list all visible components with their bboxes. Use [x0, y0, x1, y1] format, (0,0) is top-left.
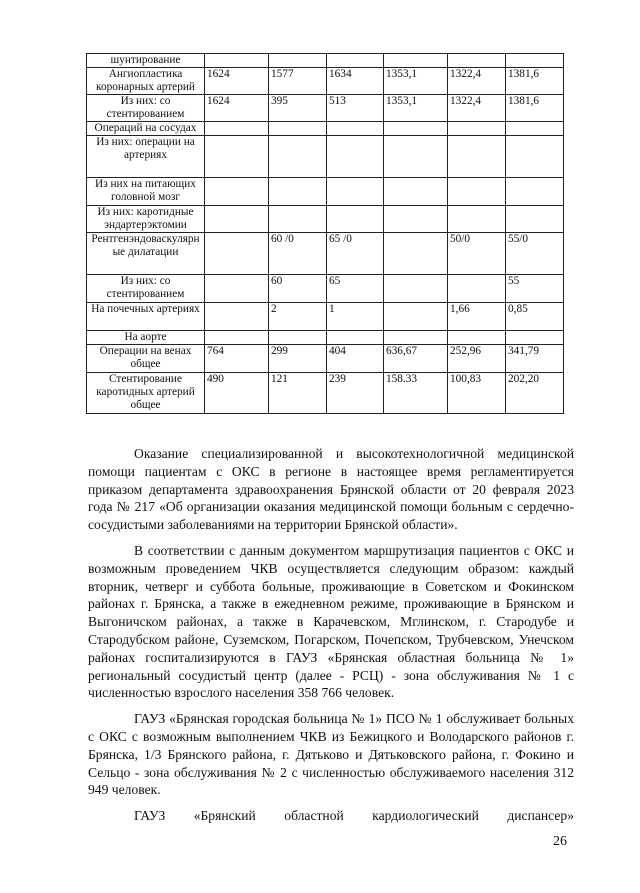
table-cell: 1322,4 [448, 68, 506, 95]
table-row [87, 178, 564, 206]
table-cell: 341,79 [506, 345, 564, 373]
statistics-table [86, 53, 564, 414]
row-label: Из них на питающих головной мозг [87, 178, 205, 206]
table-cell: 239 [327, 373, 384, 414]
table-cell: 1381,6 [506, 68, 564, 95]
table-cell [327, 178, 384, 206]
table-cell: 1624 [205, 95, 269, 122]
table-cell: 121 [269, 373, 327, 414]
table-row [87, 303, 564, 331]
table-row [87, 345, 564, 373]
table-cell: 636,67 [384, 345, 448, 373]
table-cell [506, 122, 564, 136]
table-cell [506, 178, 564, 206]
table-row [87, 373, 564, 414]
table-cell: 65 /0 [327, 233, 384, 275]
row-label: Стентирование каротидных артерий общее [87, 373, 205, 414]
row-label: Операций на сосудах [87, 122, 205, 136]
table-cell [384, 206, 448, 233]
table-cell [205, 275, 269, 303]
table-cell [384, 303, 448, 331]
table-cell [448, 178, 506, 206]
table-cell [327, 331, 384, 345]
table-row [87, 275, 564, 303]
table-cell [506, 136, 564, 178]
row-label: Рентгенэндоваскулярные дилатации [87, 233, 205, 275]
table-cell [384, 136, 448, 178]
table-cell: 60 [269, 275, 327, 303]
row-label: На почечных артериях [87, 303, 205, 331]
table-cell [506, 331, 564, 345]
table-cell: 60 /0 [269, 233, 327, 275]
table-cell [448, 331, 506, 345]
table-cell: 0,85 [506, 303, 564, 331]
table-row [87, 233, 564, 275]
table-cell [384, 54, 448, 68]
table-cell [205, 178, 269, 206]
table-cell [269, 136, 327, 178]
table-row [87, 206, 564, 233]
paragraph: ГАУЗ «Брянская городская больница № 1» ПСО № 1 обслуживает больных с ОКС с возможным выполнением ЧКВ из Бежицкого и Володарского районов г. Брянска, 1/3 Брянского района, г. Дятьково и Дятьковского района, г. Фокино и Сельцо - зона обслуживания № 2 с численностью обслуживаемого населения 312 949 человек. [88, 711, 574, 798]
table-cell: 513 [327, 95, 384, 122]
table-cell [327, 122, 384, 136]
table-cell [448, 122, 506, 136]
table-cell: 55 [506, 275, 564, 303]
table-cell [205, 303, 269, 331]
table-row [87, 68, 564, 95]
table-cell [327, 54, 384, 68]
table-cell: 1322,4 [448, 95, 506, 122]
row-label: Ангиопластика коронарных артерий [87, 68, 205, 95]
table-cell [384, 233, 448, 275]
table-cell [327, 206, 384, 233]
table-cell [327, 136, 384, 178]
table-cell [205, 206, 269, 233]
table-cell [448, 136, 506, 178]
table-cell: 395 [269, 95, 327, 122]
paragraph: В соответствии с данным документом маршрутизация пациентов с ОКС и возможным проведением ЧКВ осуществляется следующим образом: каждый вторник, четверг и суббота больные, проживающие в Советском и Фокинском районах г. Брянска, а также в ежедневном режиме, проживающие в Брянском и Выгоничском районах, а также в Карачевском, Мглинском, г. Стародубе и Стародубском районе, Суземском, Погарском, Почепском, Трубчевском, Унечском районах госпитализируются в ГАУЗ «Брянская областная больница № 1» региональный сосудистый центр (далее - РСЦ) - зона обслуживания № 1 с численностью взрослого населения 358 766 человек. [88, 542, 574, 701]
body-text [88, 445, 574, 825]
table-cell [448, 54, 506, 68]
table-cell: 158.33 [384, 373, 448, 414]
table-cell: 55/0 [506, 233, 564, 275]
table-row [87, 331, 564, 345]
table-cell: 2 [269, 303, 327, 331]
row-label: На аорте [87, 331, 205, 345]
page-number: 26 [553, 834, 567, 849]
table-row [87, 136, 564, 178]
table-cell: 100,83 [448, 373, 506, 414]
paragraph: ГАУЗ «Брянский областной кардиологический диспансер» [134, 808, 574, 824]
table-cell [384, 122, 448, 136]
row-label: Операции на венах общее [87, 345, 205, 373]
row-label: Из них: со стентированием [87, 275, 205, 303]
table-row [87, 95, 564, 122]
table-cell [506, 54, 564, 68]
table-cell [205, 233, 269, 275]
table-cell [448, 206, 506, 233]
table-cell: 1634 [327, 68, 384, 95]
table-cell [384, 275, 448, 303]
table-cell [269, 206, 327, 233]
row-label: шунтирование [87, 54, 205, 68]
table-cell: 1577 [269, 68, 327, 95]
paragraph: Оказание специализированной и высокотехнологичной медицинской помощи пациентам с ОКС в регионе в настоящее время регламентируется приказом департамента здравоохранения Брянской области от 20 февраля 2023 года № 217 «Об организации оказания медицинской помощи больным с сердечно-сосудистыми заболеваниями на территории Брянской области». [88, 446, 574, 533]
table-cell [384, 178, 448, 206]
table-cell [269, 331, 327, 345]
table-cell: 1381,6 [506, 95, 564, 122]
table-cell: 1624 [205, 68, 269, 95]
table-cell: 50/0 [448, 233, 506, 275]
table-cell [269, 178, 327, 206]
table-cell [384, 331, 448, 345]
table-cell: 1353,1 [384, 95, 448, 122]
table-cell: 252,96 [448, 345, 506, 373]
row-label: Из них: со стентированием [87, 95, 205, 122]
table-cell [269, 122, 327, 136]
table-cell [448, 275, 506, 303]
table-cell: 404 [327, 345, 384, 373]
table-cell [269, 54, 327, 68]
table-cell [506, 206, 564, 233]
table-cell: 1,66 [448, 303, 506, 331]
table-cell: 299 [269, 345, 327, 373]
table-row [87, 122, 564, 136]
table-cell [205, 54, 269, 68]
table-row [87, 54, 564, 68]
table-cell: 490 [205, 373, 269, 414]
row-label: Из них: операции на артериях [87, 136, 205, 178]
table-cell [205, 122, 269, 136]
table-cell: 764 [205, 345, 269, 373]
table-cell: 202,20 [506, 373, 564, 414]
row-label: Из них: каротидные эндартерэктомии [87, 206, 205, 233]
table-cell: 1353,1 [384, 68, 448, 95]
table-cell [205, 136, 269, 178]
table-cell: 1 [327, 303, 384, 331]
table-cell: 65 [327, 275, 384, 303]
table-cell [205, 331, 269, 345]
